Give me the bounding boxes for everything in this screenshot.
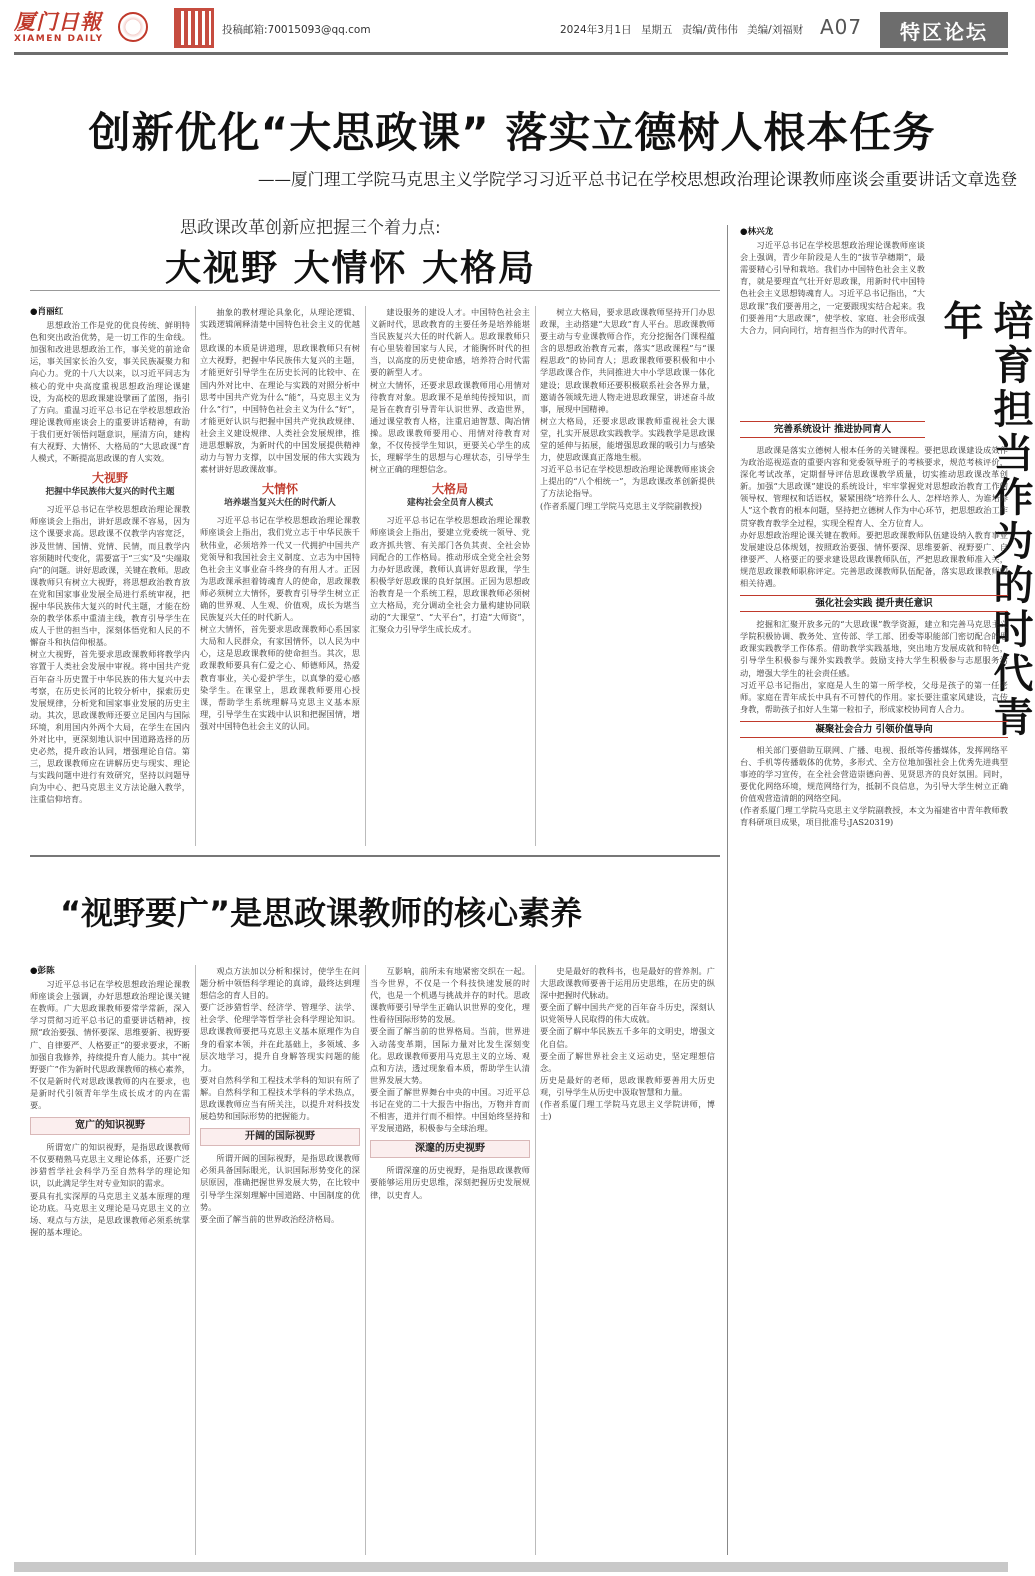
article2-col3-body2: 所谓深邃的历史视野，是指思政课教师要能够运用历史思维，深刻把握历史发展规律，以史育人。 bbox=[370, 1165, 530, 1200]
article1-col2 bbox=[200, 306, 360, 846]
article2-divider-3 bbox=[535, 965, 536, 1555]
article2-top-rule bbox=[30, 855, 720, 857]
article3-sec3-body: 相关部门要借助互联网、广播、电视、报纸等传播媒体，发挥网络平台、手机等传播载体的优势，多形式、全方位地加强社会上优秀先进典型事迹的学习宣传，在全社会营造崇德向善、见贤思齐的良好氛围。同时，要优化网络环境，规范网络行为，抵制不良信息，为引导大学生树立正确价值观营造清朗的网络空间。 (作者系厦门理工学院马克思主义学院副教授，本文为福建省中青年教师教育科研项目成果，项目批准号:JAS20319) bbox=[740, 744, 1008, 828]
header-meta bbox=[560, 22, 803, 37]
logo-emblem-icon bbox=[118, 12, 148, 42]
article1-divider-1 bbox=[195, 306, 196, 846]
article1-sec1-subtitle: 把握中华民族伟大复兴的时代主题 bbox=[45, 487, 175, 498]
main-title: 创新优化“大思政课” 落实立德树人根本任务 bbox=[88, 108, 936, 157]
section-label-text: 特区论坛 bbox=[900, 19, 988, 44]
article1-col3 bbox=[370, 306, 530, 846]
article1-author bbox=[30, 306, 190, 318]
article1-col3-body2: 习近平总书记在学校思想政治理论课教师座谈会上指出，要建立党委统一领导、党政齐抓共管、有关部门各负其责、全社会协同配合的工作格局。推动形成全党全社会努力办好思政课，教师认真讲好思政课，学生积极学好思政课的良好氛围。正因为思想政治教育是一个系统工程，思政课教师必须树立大格局，充分调动全社会力量构建协同联动的“大课堂”、“大平台”，打造“大师资”，汇聚众力引导学生成长成才。 bbox=[370, 515, 530, 635]
article2-col1 bbox=[30, 965, 190, 1555]
article2-col4-body: 史是最好的教科书，也是最好的营养剂。广大思政课教师要善于运用历史思维，在历史的纵深中把握时代脉动。 要全面了解中国共产党的百年奋斗历史，深刻认识党领导人民取得的伟大成就。 要全面了解中华民族五千多年的文明史，增强文化自信。 要全面了解世界社会主义运动史，坚定理想信念。 历史是最好的老师，思政课教师要善用大历史观，引导学生从历史中汲取智慧和力量。 (作者系厦门理工学院马克思主义学院讲师，博士) bbox=[540, 966, 715, 1122]
page-number: A07 bbox=[820, 15, 863, 39]
article1-sec1-title: 大视野 bbox=[91, 471, 128, 486]
article2-sec1-title: 宽广的知识视野 bbox=[30, 1117, 190, 1135]
article2-sec2-title: 开阔的国际视野 bbox=[200, 1128, 360, 1146]
article2-author-name: ●彭陈 bbox=[30, 966, 55, 976]
article3-sec1-title: 完善系统设计 推进协同育人 bbox=[740, 421, 925, 438]
header-divider bbox=[14, 52, 1008, 55]
article1-author-name: ●肖丽红 bbox=[30, 307, 64, 317]
article1-sec3-subtitle: 建构社会全员育人模式 bbox=[407, 498, 493, 509]
article2-author bbox=[30, 965, 190, 977]
article3-body-col bbox=[740, 415, 1008, 1555]
article2-col1-body: 习近平总书记在学校思想政治理论课教师座谈会上强调，办好思想政治理论课关键在教师。广大思政课教师要常学常新，深入学习贯彻习近平总书记的重要讲话精神，按照“政治要强、情怀要深、思维要新、视野要广、自律要严、人格要正”的要求要求，不断加强自我修养，持续提升育人能力。其中“视野要广”作为新时代思政课教师的核心素养，不仅是新时代对思政课教师的内在要求，也是新时代引领青年学生成长成才的内在需要。 bbox=[30, 979, 190, 1111]
editor-credit: 责编/黄伟伟 bbox=[681, 24, 738, 36]
article3-sec1-body: 思政课是落实立德树人根本任务的关键课程。要把思政课建设成效作为政治巡视巡查的重要内容和党委领导班子的考核要求，规范考核评价，深化考试改革，定期督导评估思政课教学质量，切实推动思政课改革创新。加强“大思政课”建设的系统设计，牢牢掌握党对思想政治教育工作的领导权、管理权和话语权，紧紧围绕“培养什么人、怎样培养人、为谁培养人”这个教育的根本问题，坚持把立德树人作为中心环节，把思想政治工作贯穿教育教学全过程，实现全程育人、全方位育人。 办好思想政治理论课关键在教师。要把思政课教师队伍建设纳入教育事业发展建设总体规划，按照政治要强、情怀要深、思维要新、视野要广、自律要严、人格要正的要求建设思政课教师队伍，严把思政课教师准入关，规范思政课教师职称评定。完善思政课教师队伍配备，落实思政课教师的相关待遇。 bbox=[740, 445, 1008, 589]
issue-weekday: 星期五 bbox=[640, 24, 673, 36]
article1-sec2-subtitle: 培养堪当复兴大任的时代新人 bbox=[224, 498, 336, 509]
main-subtitle: ——厦门理工学院马克思主义学院学习习近平总书记在学校思想政治理论课教师座谈会重要讲话文章选登 bbox=[258, 170, 1017, 189]
article2-headline: “视野要广”是思政课教师的核心素养 bbox=[60, 894, 583, 932]
article3-left-rule bbox=[727, 225, 728, 1555]
article2-col1-body2: 所谓宽广的知识视野，是指思政课教师不仅要精熟马克思主义理论体系，还要广泛涉猎哲学社会科学乃至自然科学的理论知识，以此满足学生对专业知识的需求。 要具有扎实深厚的马克思主义基本原理的理论功底。马克思主义理论是马克思主义的立场、观点与方法，是思政课教师必须系统掌握的基本理论。 bbox=[30, 1142, 190, 1237]
article1-kicker: 思政课改革创新应把握三个着力点: bbox=[180, 218, 441, 238]
article1-col4-body: 树立大格局，要求思政课教师坚持开门办思政课，主动搭建“大思政”育人平台。思政课教师要主动与专业课教师合作，充分挖掘各门课程蕴含的思想政治教育元素，落实“思政课程”与“课程思政”的协同育人；思政课教师要积极和中小学思政课合作，共同推进大中小学思政课一体化建设；思政课教师还要积极联系社会各界力量，邀请各领域先进人物走进思政课堂，讲述奋斗故事，展现中国精神。 树立大格局，还要求思政课教师重视社会大课堂，扎实开展思政实践教学。实践教学是思政课堂的延伸与拓展，能增强思政课的吸引力与感染力，使思政课真正落地生根。 习近平总书记在学校思想政治理论课教师座谈会上提出的“八个相统一”，为思政课改革创新提供了方法论指导。 (作者系厦门理工学院马克思主义学院副教授) bbox=[540, 307, 715, 511]
article2-col3-body: 互影响，前所未有地紧密交织在一起。当今世界，不仅是一个科技快速发展的时代，也是一个机遇与挑战并存的时代。思政课教师要引导学生正确认识世界的变化，理性看待国际形势的发展。 要全面了解当前的世界格局。当前，世界进入动荡变革期，国际力量对比发生深刻变化。思政课教师要用马克思主义的立场、观点和方法，透过现象看本质，帮助学生认清世界发展大势。 要全面了解世界舞台中央的中国。习近平总书记在党的二十大报告中指出，万物并育而不相害，道并行而不相悖。中国始终坚持和平发展道路，积极参与全球治理。 bbox=[370, 966, 530, 1134]
article1-headline: 大视野 大情怀 大格局 bbox=[165, 247, 537, 289]
article1-divider-3 bbox=[535, 306, 536, 846]
article3-intro-col bbox=[740, 226, 925, 421]
article3-sec2-body: 挖掘和汇聚开放多元的“大思政课”教学资源，建立和完善马克思主义学院积极协调、教务处、宣传部、学工部、团委等职能部门密切配合的思政课实践教学工作体系。借助教学实践基地，突出地方发展成就和特色，引导学生积极参与课外实践教学。鼓励支持大学生积极参与志愿服务活动，增强大学生的社会责任感。 习近平总书记指出，家庭是人生的第一所学校，父母是孩子的第一任老师。家庭在青年成长中具有不可替代的作用。家长要注重家风建设，言传身教，帮助孩子扣好人生第一粒扣子，形成家校协同育人合力。 bbox=[740, 619, 1008, 714]
article3-sec2-title: 强化社会实践 提升责任意识 bbox=[740, 595, 1008, 612]
article1-sec3-title: 大格局 bbox=[431, 482, 468, 497]
article3-sec3-title: 凝聚社会合力 引领价值导向 bbox=[740, 721, 1008, 738]
paper-name-en: XIAMEN DAILY bbox=[14, 34, 104, 44]
article1-col3-body: 建设服务的建设人才。中国特色社会主义新时代，思政教育的主要任务是培养能堪当民族复兴大任的时代新人。思政课教师只有心里装着国家与人民，才能胸怀时代的担当，以高度的历史使命感，培养符合时代需要的新型人才。 树立大情怀，还要求思政课教师用心用情对待教育对象。思政课不是单纯传授知识，而是旨在教育引导青年认识世界、改造世界，通过课堂教育人格，注重启迪智慧、陶冶情操。思政课教师要用心、用情对待教育对象，不仅传授学生知识，更要关心学生的成长，理解学生的思想与心理状态，引导学生树立正确的理想信念。 bbox=[370, 307, 530, 475]
email-line: 投稿邮箱:70015093@qq.com bbox=[222, 24, 371, 36]
article1-sec2-title: 大情怀 bbox=[261, 482, 298, 497]
article2-col3 bbox=[370, 965, 530, 1555]
article3-headline-text: 培育担当作为的时代青年 bbox=[937, 300, 1033, 740]
article3-author bbox=[740, 226, 925, 238]
qr-code-icon bbox=[174, 8, 214, 48]
article3-intro: 习近平总书记在学校思想政治理论课教师座谈会上强调，青少年阶段是人生的“拔节孕穗期”，最需要精心引导和栽培。我们办中国特色社会主义教育，就是要理直气壮开好思政课，用新时代中国特色社会主义思想铸魂育人。习近平总书记指出，“大思政课”我们要善用之，一定要跟现实结合起来。我们要善用“大思政课”，使学校、家庭、社会形成强大合力，同向同行，培育担当作为的时代青年。 bbox=[740, 240, 925, 335]
masthead bbox=[14, 10, 174, 54]
footer-bar bbox=[14, 1562, 1008, 1572]
article1-col2-body: 抽象的教材理论具象化，从理论逻辑、实践逻辑阐释清楚中国特色社会主义的优越性。 思政课的本质是讲道理，思政课教师只有树立大视野，把握中华民族伟大复兴的主题，才能更好引导学生在历史长河的比较中、在国内外对比中、在理论与实践的对照分析中思考中国共产党为什么“能”，马克思主义为什么“行”，中国特色社会主义为什么“好”，才能更好认识与把握中国共产党执政规律、社会主义建设规律、人类社会发展规律，推进思想解放，为新时代的中国发展提供精神动力与智力支撑，以中国发展的伟大实践为素材讲好思政课故事。 bbox=[200, 307, 360, 475]
article2-col2-body2: 所谓开阔的国际视野，是指思政课教师必须具备国际眼光，认识国际形势变化的深层原因，准确把握世界发展大势，在比较中引导学生深刻理解中国道路、中国制度的优势。 要全面了解当前的世界政治经济格局。 bbox=[200, 1153, 360, 1224]
article2-divider-1 bbox=[195, 965, 196, 1555]
article1-headline-rule bbox=[30, 290, 720, 291]
article2-col2-body: 观点方法加以分析和探讨，使学生在问题分析中领悟科学理论的真谛，最终达到理想信念的育人目的。 要广泛涉猎哲学、经济学、管理学、法学、社会学、伦理学等哲学社会科学理论知识。思政课教师要把马克思主义基本原理作为自身的看家本领，并在此基础上，多领域、多层次地学习，提升自身解答现实问题的能力。 要对自然科学和工程技术学科的知识有所了解。自然科学和工程技术学科的学术热点，思政课教师应当有所关注，以提升对科技发展趋势和国际形势的把握能力。 bbox=[200, 966, 360, 1122]
article2-divider-2 bbox=[365, 965, 366, 1555]
article1-col1-body: 习近平总书记在学校思想政治理论课教师座谈会上指出，讲好思政课不容易，因为这个课要求高。思政课不仅教学内容宽泛，涉及世情、国情、党情、民情，而且教学内容须随时代变化，需要富于“三实”及“尖端取向”的问题。讲好思政课，关键在教师。思政课教师只有树立大视野，将思想政治教育放在党和国家事业发展全局进行系统审视，把握中华民族伟大复兴的时代主题，才能在纷杂的教学体系中重清主线，教育引导学生在成人于世的担当中，深刻体悟党和人民的不懈奋斗和执信仰根基。 树立大视野，首先要求思政课教师将教学内容置于人类社会发展中审视。将中国共产党百年奋斗历史置于中华民族的伟大复兴中去考察，在历史长河的比较分析中，探索历史发展规律，分析党和国家事业发展的历史主动。其次，思政课教师还要立足国内与国际环境，利用国内外两个大局，在学生在国内外对比中，更深刻地认识中国道路选择的历史必然，提升政治认同，增强理论自信。第三，思政课教师应在讲解历史与现实、理论与实践问题中进行有效研究，坚持以问题导向为中心、把马克思主义方法论融入教学，注重信仰培育。 bbox=[30, 504, 190, 805]
article1-col2-body2: 习近平总书记在学校思想政治理论课教师座谈会上指出，我们党立志于中华民族千秋伟业，必须培养一代又一代拥护中国共产党领导和我国社会主义制度、立志为中国特色社会主义事业奋斗终身的有用人才。正因为思政课承担着铸魂育人的使命，思政课教师必须树立大情怀，要教育引导学生树立正确的世界观、人生观、价值观，成长为堪当民族复兴大任的时代新人。 树立大情怀，首先要求思政课教师心系国家大局和人民群众，有家国情怀，以人民为中心，这是思政课教师的使命担当。其次，思政课教师要具有仁爱之心、师德师风，热爱教育事业，关心爱护学生，以真挚的爱心感染学生。在课堂上，思政课教师要用心授课，帮助学生系统理解马克思主义基本原理，引导学生在实践中认识和把握国情，增强对中国特色社会主义的认同。 bbox=[200, 515, 360, 731]
article2-col2 bbox=[200, 965, 360, 1555]
article2-sec3-title: 深邃的历史视野 bbox=[370, 1140, 530, 1158]
issue-date: 2024年3月1日 bbox=[560, 24, 632, 36]
paper-name-cn: 厦门日報 bbox=[14, 9, 102, 34]
article1-divider-2 bbox=[365, 306, 366, 846]
section-label bbox=[880, 12, 1008, 48]
article3-author-name: ●林兴龙 bbox=[740, 227, 774, 237]
article2-col4 bbox=[540, 965, 715, 1555]
article1-intro: 思想政治工作是党的优良传统、鲜明特色和突出政治优势，是一切工作的生命线。加强和改进思想政治工作，事关党的前途命运，事关国家长治久安，事关民族凝聚力和向心力。党的十八大以来，以习近平同志为核心的党中央高度重视思想政治理论课建设，为高校的思政课建设擘画了蓝图，指引了方向。重温习近平总书记在学校思想政治理论课教师座谈会上的重要讲话精神，有助于我们更好领悟问题意识，厘清方向，建构有大视野、大情怀、大格局的“大思政课”育人模式，不断提高思政课的育人实效。 bbox=[30, 320, 190, 464]
designer-credit: 美编/刘福财 bbox=[747, 24, 804, 36]
article1-col4 bbox=[540, 306, 715, 846]
